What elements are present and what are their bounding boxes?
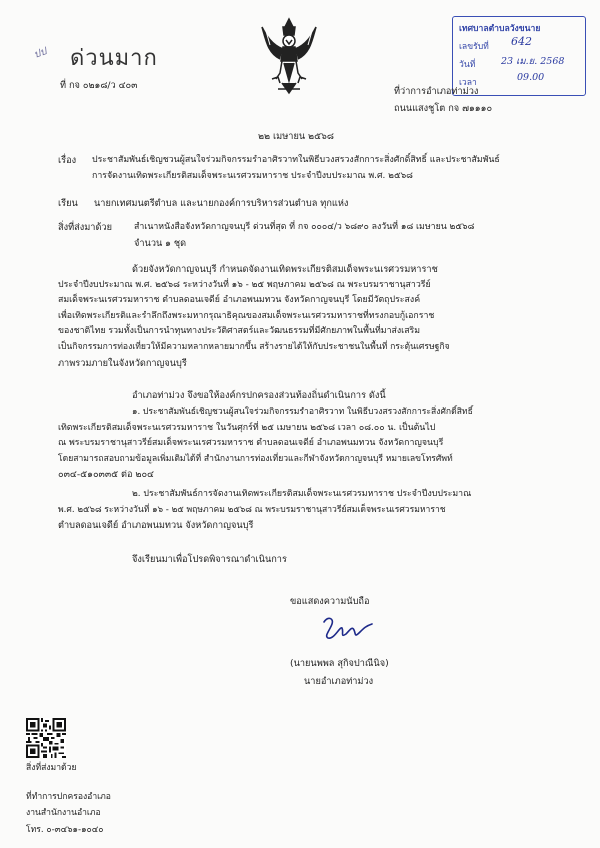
item2-line: ตำบลดอนเจดีย์ อำเภอพนมทวน จังหวัดกาญจนบุรี (58, 520, 254, 532)
document-date: ๒๒ เมษายน ๒๕๖๘ (258, 131, 334, 142)
signer-position: นายอำเภอท่าม่วง (304, 676, 374, 687)
subject-label: เรื่อง (58, 155, 77, 166)
salutation-label: เรียน (58, 198, 78, 209)
handwritten-signature (318, 612, 378, 646)
item1-line: ๑. ประชาสัมพันธ์เชิญชวนผู้สนใจร่วมกิจกรรมรำอาศิรวาท ในพิธีบวงสรวงสักการะสิ่งศักดิ์สิทธิ์ (132, 407, 473, 417)
item2-line: ๒. ประชาสัมพันธ์การจัดงานเทิดพระเกียรติสมเด็จพระนเรศวรมหาราช ประจำปีงบประมาณ (132, 489, 472, 499)
subject-line1: ประชาสัมพันธ์เชิญชวนผู้สนใจร่วมกิจกรรมรำอาศิรวาทในพิธีบวงสรวงสักการะสิ่งศักดิ์สิทธิ์ และประชาสัมพันธ์ (92, 155, 500, 165)
office-line1: ที่ว่าการอำเภอท่าม่วง (394, 86, 479, 97)
salutation-text: นายกเทศมนตรีตำบล และนายกองค์การบริหารส่วนตำบล ทุกแห่ง (94, 198, 349, 209)
item2-line: พ.ศ. ๒๕๖๘ ระหว่างวันที่ ๑๖ - ๒๕ พฤษภาคม ๒๕๖๘ ณ พระบรมราชานุสาวรีย์สมเด็จพระนเรศวรมหาราช (58, 504, 446, 515)
p1-line: ด้วยจังหวัดกาญจนบุรี กำหนดจัดงานเทิดพระเกียรติสมเด็จพระนเรศวรมหาราช (132, 264, 438, 275)
regards: ขอแสดงความนับถือ (290, 596, 370, 607)
stamp-time-label: เวลา (459, 78, 477, 88)
subject-line2: การจัดงานเทิดพระเกียรติสมเด็จพระนเรศวรมหาราช ประจำปีงบประมาณ พ.ศ. ๒๕๖๘ (92, 171, 413, 181)
footer-dept2: งานสำนักงานอำเภอ (26, 808, 101, 818)
footer-dept1: ที่ทำการปกครองอำเภอ (26, 792, 111, 802)
item1-line: ๐๓๔-๕๑๐๓๓๕ ต่อ ๒๐๔ (58, 469, 155, 481)
office-line2: ถนนแสงชูโต กจ ๗๑๑๑๐ (394, 103, 493, 114)
body-item-1 (58, 405, 558, 483)
stamp-time-val: 09.00 (517, 72, 545, 83)
body-paragraph-1 (58, 262, 558, 371)
enclosure-label: สิ่งที่ส่งมาด้วย (58, 222, 112, 233)
urgency-label: ด่วนมาก (70, 46, 158, 71)
body-paragraph-2: อำเภอท่าม่วง จึงขอให้องค์กรปกครองส่วนท้องถิ่นดำเนินการ ดังนี้ (132, 390, 386, 401)
enclosure-line2: จำนวน ๑ ชุด (134, 238, 187, 249)
stamp-recv-label: เลขรับที่ (459, 42, 489, 52)
p1-line: สมเด็จพระนเรศวรมหาราช ตำบลดอนเจดีย์ อำเภอพนมทวน จังหวัดกาญจนบุรี โดยมีวัตถุประสงค์ (58, 295, 421, 306)
item1-line: ณ พระบรมราชานุสาวรีย์สมเด็จพระนเรศวรมหาราช ตำบลดอนเจดีย์ อำเภอพนมทวน จังหวัดกาญจนบุรี (58, 438, 444, 449)
item1-line: เทิดพระเกียรติสมเด็จพระนเรศวรมหาราช ในวันศุกร์ที่ ๒๕ เมษายน ๒๕๖๘ เวลา ๐๘.๐๐ น. เป็นต้นไป (58, 422, 436, 433)
p1-line: ประจำปีงบประมาณ พ.ศ. ๒๕๖๘ ระหว่างวันที่ ๑๖ - ๒๕ พฤษภาคม ๒๕๖๘ ณ พระบรมราชานุสาวรีย์ (58, 279, 431, 290)
closing-line: จึงเรียนมาเพื่อโปรดพิจารณาดำเนินการ (132, 554, 287, 565)
enclosure-line1: สำเนาหนังสือจังหวัดกาญจนบุรี ด่วนที่สุด ที่ กจ ๐๐๐๔/ว ๖๘๙๐ ลงวันที่ ๑๘ เมษายน ๒๕๖๘ (134, 222, 475, 232)
garuda-emblem (258, 15, 320, 97)
p1-line: เพื่อเทิดพระเกียรติและรำลึกถึงพระมหากรุณาธิคุณของสมเด็จพระนเรศวรมหาราชที่ทรงกอบกู้เอกราช (58, 310, 435, 321)
body-item-2 (58, 487, 558, 534)
p1-line: ภาพรวมภายในจังหวัดกาญจนบุรี (58, 357, 187, 369)
footer-tel: โทร. ๐-๓๔๖๑-๑๐๔๐ (26, 825, 104, 835)
signer-name: (นายนพพล สุกิจปาณีนิจ) (290, 658, 389, 669)
qr-caption: สิ่งที่ส่งมาด้วย (26, 763, 77, 773)
qr-code (26, 718, 66, 758)
stamp-date-val: 23 เม.ย. 2568 (501, 56, 565, 67)
corner-handwritten-mark: ปป (32, 46, 49, 61)
p1-line: เป็นกิจกรรมการท่องเที่ยวให้มีความหลากหลายมากขึ้น สร้างรายได้ให้กับประชาชนในพื้นที่ กระตุ้นเศรษฐกิจ (58, 341, 450, 352)
document-number: ที่ กจ ๐๒๑๘/ว ๔๐๓ (60, 80, 138, 91)
stamp-recv-no: 642 (511, 35, 532, 48)
stamp-org: เทศบาลตำบลวังขนาย (459, 24, 541, 34)
p1-line: ของชาติไทย รวมทั้งเป็นการนำทุนทางประวัติศาสตร์และวัฒนธรรมที่มีศักยภาพในพื้นที่มาส่งเสริม (58, 326, 421, 337)
stamp-date-label: วันที่ (459, 60, 476, 70)
reception-stamp (452, 16, 586, 96)
item1-line: โดยสามารถสอบถามข้อมูลเพิ่มเติมได้ที่ สำนักงานการท่องเที่ยวและกีฬาจังหวัดกาญจนบุรี หมายเลขโทรศัพท์ (58, 453, 453, 464)
